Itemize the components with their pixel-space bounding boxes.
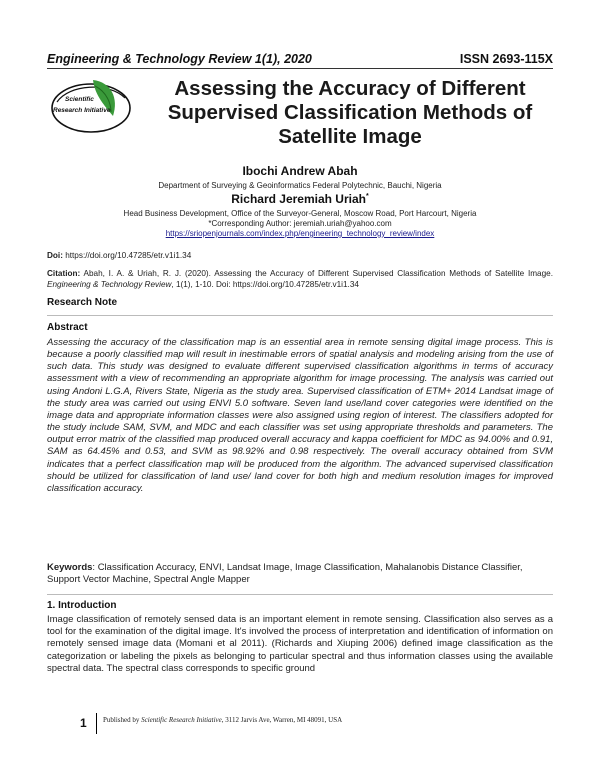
author-2 <box>0 192 600 206</box>
doi-label: Doi: <box>47 251 63 260</box>
doi-value[interactable]: https://doi.org/10.47285/etr.v1i1.34 <box>65 251 192 260</box>
doi-line <box>47 250 553 261</box>
corresponding-marker: * <box>365 193 369 200</box>
keywords-text: Classification Accuracy, ENVI, Landsat Image, Image Classification, Mahalanobis Distance Classifier, Support Vector Machine, Spectral Angle Mapper <box>47 562 523 585</box>
author-1-affiliation: Department of Surveying & Geoinformatics Federal Polytechnic, Bauchi, Nigeria <box>158 181 442 190</box>
introduction-text: Image classification of remotely sensed data is an important element in remote sensing. Classification also serves as a tool for the examination of the digital image. It's involved the process of interpretation and identification of information on remotely sensed image data (Momani et al 2011). (Richards and Xiuping 2006) defined image classification as the categorization or labeling the pixels as belonging to particular spectral and thus information classes using the available spectral data. The spectral class corresponds to specific ground <box>47 614 553 674</box>
section-divider <box>47 315 553 316</box>
footer-publisher-name: Scientific Research Initiative <box>141 716 222 724</box>
logo-text-line1: Scientific <box>65 96 94 103</box>
citation <box>47 268 553 290</box>
footer-divider <box>96 713 97 734</box>
author-2-name: Richard Jeremiah Uriah <box>231 192 366 206</box>
section-divider <box>47 594 553 595</box>
abstract-heading: Abstract <box>47 322 88 333</box>
footer-publisher <box>103 716 342 724</box>
publisher-logo <box>49 76 133 136</box>
issn: ISSN 2693-115X <box>459 52 553 66</box>
footer-address: , 3112 Jarvis Ave, Warren, MI 48091, USA <box>221 716 343 724</box>
logo-text-line2: Research Initiative <box>53 107 111 114</box>
journal-url-line <box>0 229 600 238</box>
corresponding-author: *Corresponding Author: jeremiah.uriah@yahoo.com <box>208 219 392 228</box>
logo-graphic <box>49 76 133 136</box>
citation-text: Abah, I. A. & Uriah, R. J. (2020). Assessing the Accuracy of Different Supervised Classification Methods of Satellite Image. <box>83 269 553 278</box>
citation-rest: , 1(1), 1-10. Doi: https://doi.org/10.47285/etr.v1i1.34 <box>171 280 359 289</box>
article-type: Research Note <box>47 297 118 308</box>
citation-journal: Engineering & Technology Review <box>47 280 172 289</box>
keywords-label: Keywords <box>47 562 93 573</box>
citation-label: Citation: <box>47 269 81 278</box>
introduction-heading: 1. Introduction <box>47 600 117 611</box>
paper-title: Assessing the Accuracy of Different Supervised Classification Methods of Satellite Image <box>167 77 533 148</box>
page-number: 1 <box>80 716 87 730</box>
keywords: Keywords: Classification Accuracy, ENVI, Landsat Image, Image Classification, Mahalanobis Distance Classifier, Support Vector Machine, Spectral Angle Mapper <box>47 562 523 585</box>
author-1-name: Ibochi Andrew Abah <box>242 164 358 178</box>
abstract-text: Assessing the accuracy of the classification map is an essential area in remote sensing digital image process. This is because a poorly classified map will result in inestimable errors of spatial analysis and modeling arising from the use of such data. This study was designed to evaluate different supervised classification algorithms in terms of accuracy assessment with a view of recommending an appropriate algorithm for image processing. The analysis was carried out using Andoni L.G.A, Rivers State, Nigeria as the study area. Supervised classification of ETM+ 2014 Landsat image of the study area was carried out using ENVI 5.0 software. Seven land use/land cover categories were identified on the image data and appropriate information classes were also assigned using region of interest. The classifiers adopted for the study include SAM, SVM, and MDC and each classifier was set using appropriate thresholds and parameters. The output error matrix of the classified map produced overall accuracy and kappa coefficient for MDC as 94.00% and 0.91, SAM as 64.45% and 0.53, and SVM as 98.92% and 0.98 respectively. The overall accuracy obtained from SVM indicates that a perfect classification map will be produced from the algorithm. The advanced supervised classification should be utilized for classification of land use/ land cover for both high and medium resolution images for improved classification accuracy. <box>47 337 553 494</box>
author-2-affiliation: Head Business Development, Office of the Surveyor-General, Moscow Road, Port Harcourt, Nigeria <box>123 209 477 218</box>
journal-url-link[interactable]: https://sriopenjournals.com/index.php/engineering_technology_review/index <box>165 229 435 238</box>
journal-name: Engineering & Technology Review 1(1), 2020 <box>47 52 312 66</box>
header-divider <box>47 68 553 69</box>
footer-prefix: Published by <box>103 716 140 724</box>
